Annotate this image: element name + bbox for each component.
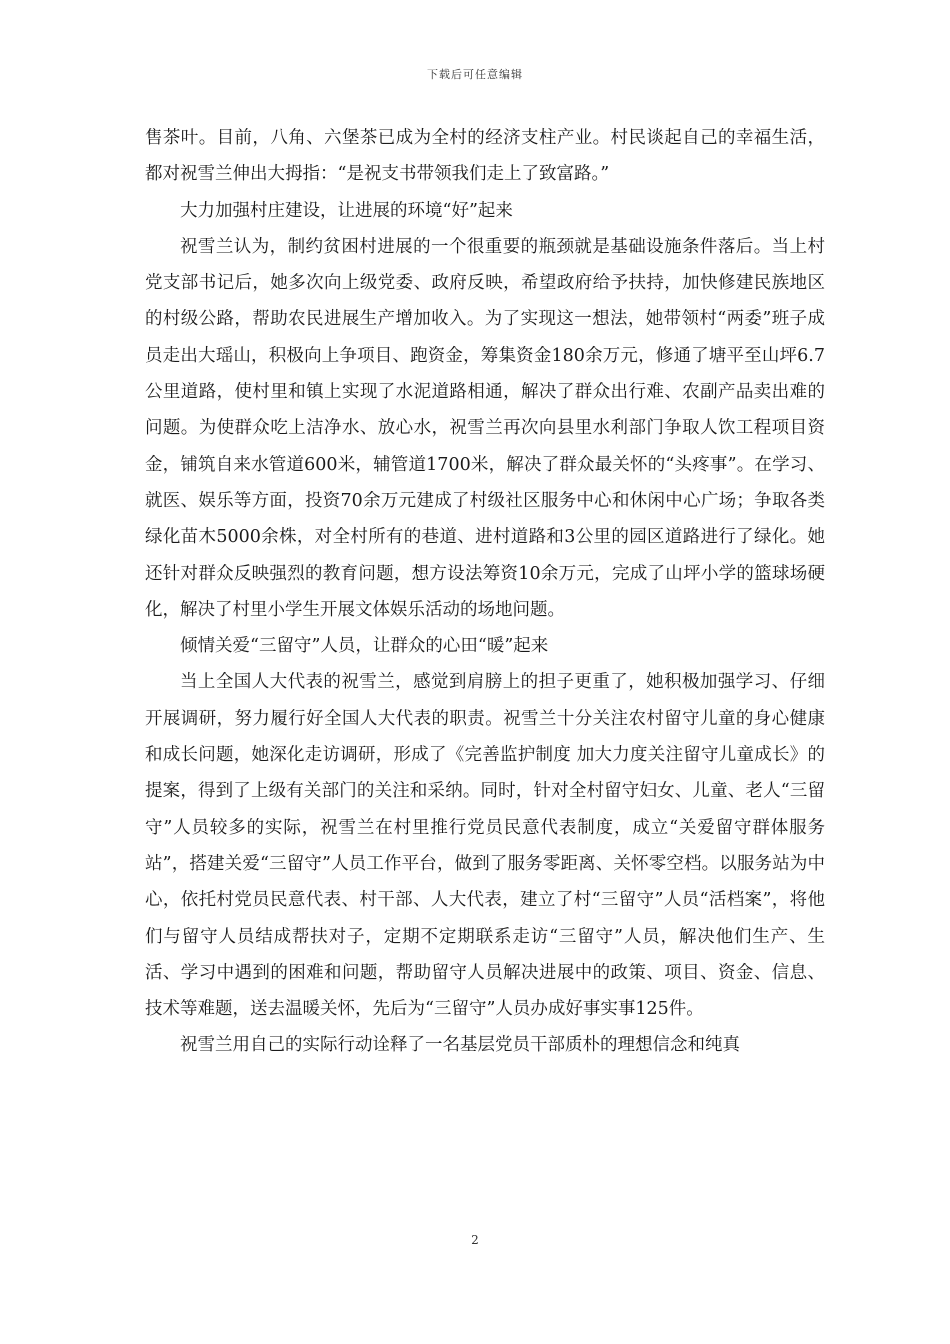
section-heading: 大力加强村庄建设，让进展的环境“好”起来 — [180, 200, 513, 221]
paragraph: 售茶叶。目前，八角、六堡茶已成为全村的经济支柱产业。村民谈起自己的幸福生活，都对祝雪兰伸出大拇指：“是祝支书带领我们走上了致富路。” — [145, 128, 825, 185]
document-body — [145, 120, 825, 1064]
page-header: 下载后可任意编辑 — [427, 68, 523, 81]
paragraph: 祝雪兰认为，制约贫困村进展的一个很重要的瓶颈就是基础设施条件落后。当上村党支部书记后，她多次向上级党委、政府反映，希望政府给予扶持，加快修建民族地区的村级公路，帮助农民进展生产增加收入。为了实现这一想法，她带领村“两委”班子成员走出大瑶山，积极向上争项目、跑资金，筹集资金180余万元，修通了塘平至山坪6.7公里道路，使村里和镇上实现了水泥道路相通，解决了群众出行难、农副产品卖出难的问题。为使群众吃上洁净水、放心水，祝雪兰再次向县里水利部门争取人饮工程项目资金，铺筑自来水管道600米，辅管道1700米，解决了群众最关怀的“头疼事”。在学习、就医、娱乐等方面，投资70余万元建成了村级社区服务中心和休闲中心广场；争取各类绿化苗木5000余株，对全村所有的巷道、进村道路和3公里的园区道路进行了绿化。她还针对群众反映强烈的教育问题，想方设法筹资10余万元，完成了山坪小学的篮球场硬化，解决了村里小学生开展文体娱乐活动的场地问题。 — [145, 236, 825, 620]
paragraph: 祝雪兰用自己的实际行动诠释了一名基层党员干部质朴的理想信念和纯真 — [180, 1035, 740, 1056]
paragraph: 当上全国人大代表的祝雪兰，感觉到肩膀上的担子更重了，她积极加强学习、仔细开展调研，努力履行好全国人大代表的职责。祝雪兰十分关注农村留守儿童的身心健康和成长问题，她深化走访调研，形成了《完善监护制度 加大力度关注留守儿童成长》的提案，得到了上级有关部门的关注和采纳。同时，针对全村留守妇女、儿童、老人“三留守”人员较多的实际，祝雪兰在村里推行党员民意代表制度，成立“关爱留守群体服务站”，搭建关爱“三留守”人员工作平台，做到了服务零距离、关怀零空档。以服务站为中心，依托村党员民意代表、村干部、人大代表，建立了村“三留守”人员“活档案”，将他们与留守人员结成帮扶对子，定期不定期联系走访“三留守”人员，解决他们生产、生活、学习中遇到的困难和问题，帮助留守人员解决进展中的政策、项目、资金、信息、技术等难题，送去温暖关怀，先后为“三留守”人员办成好事实事125件。 — [145, 672, 825, 1020]
page-number: 2 — [471, 1233, 479, 1247]
section-heading: 倾情关爱“三留守”人员，让群众的心田“暖”起来 — [180, 636, 549, 657]
